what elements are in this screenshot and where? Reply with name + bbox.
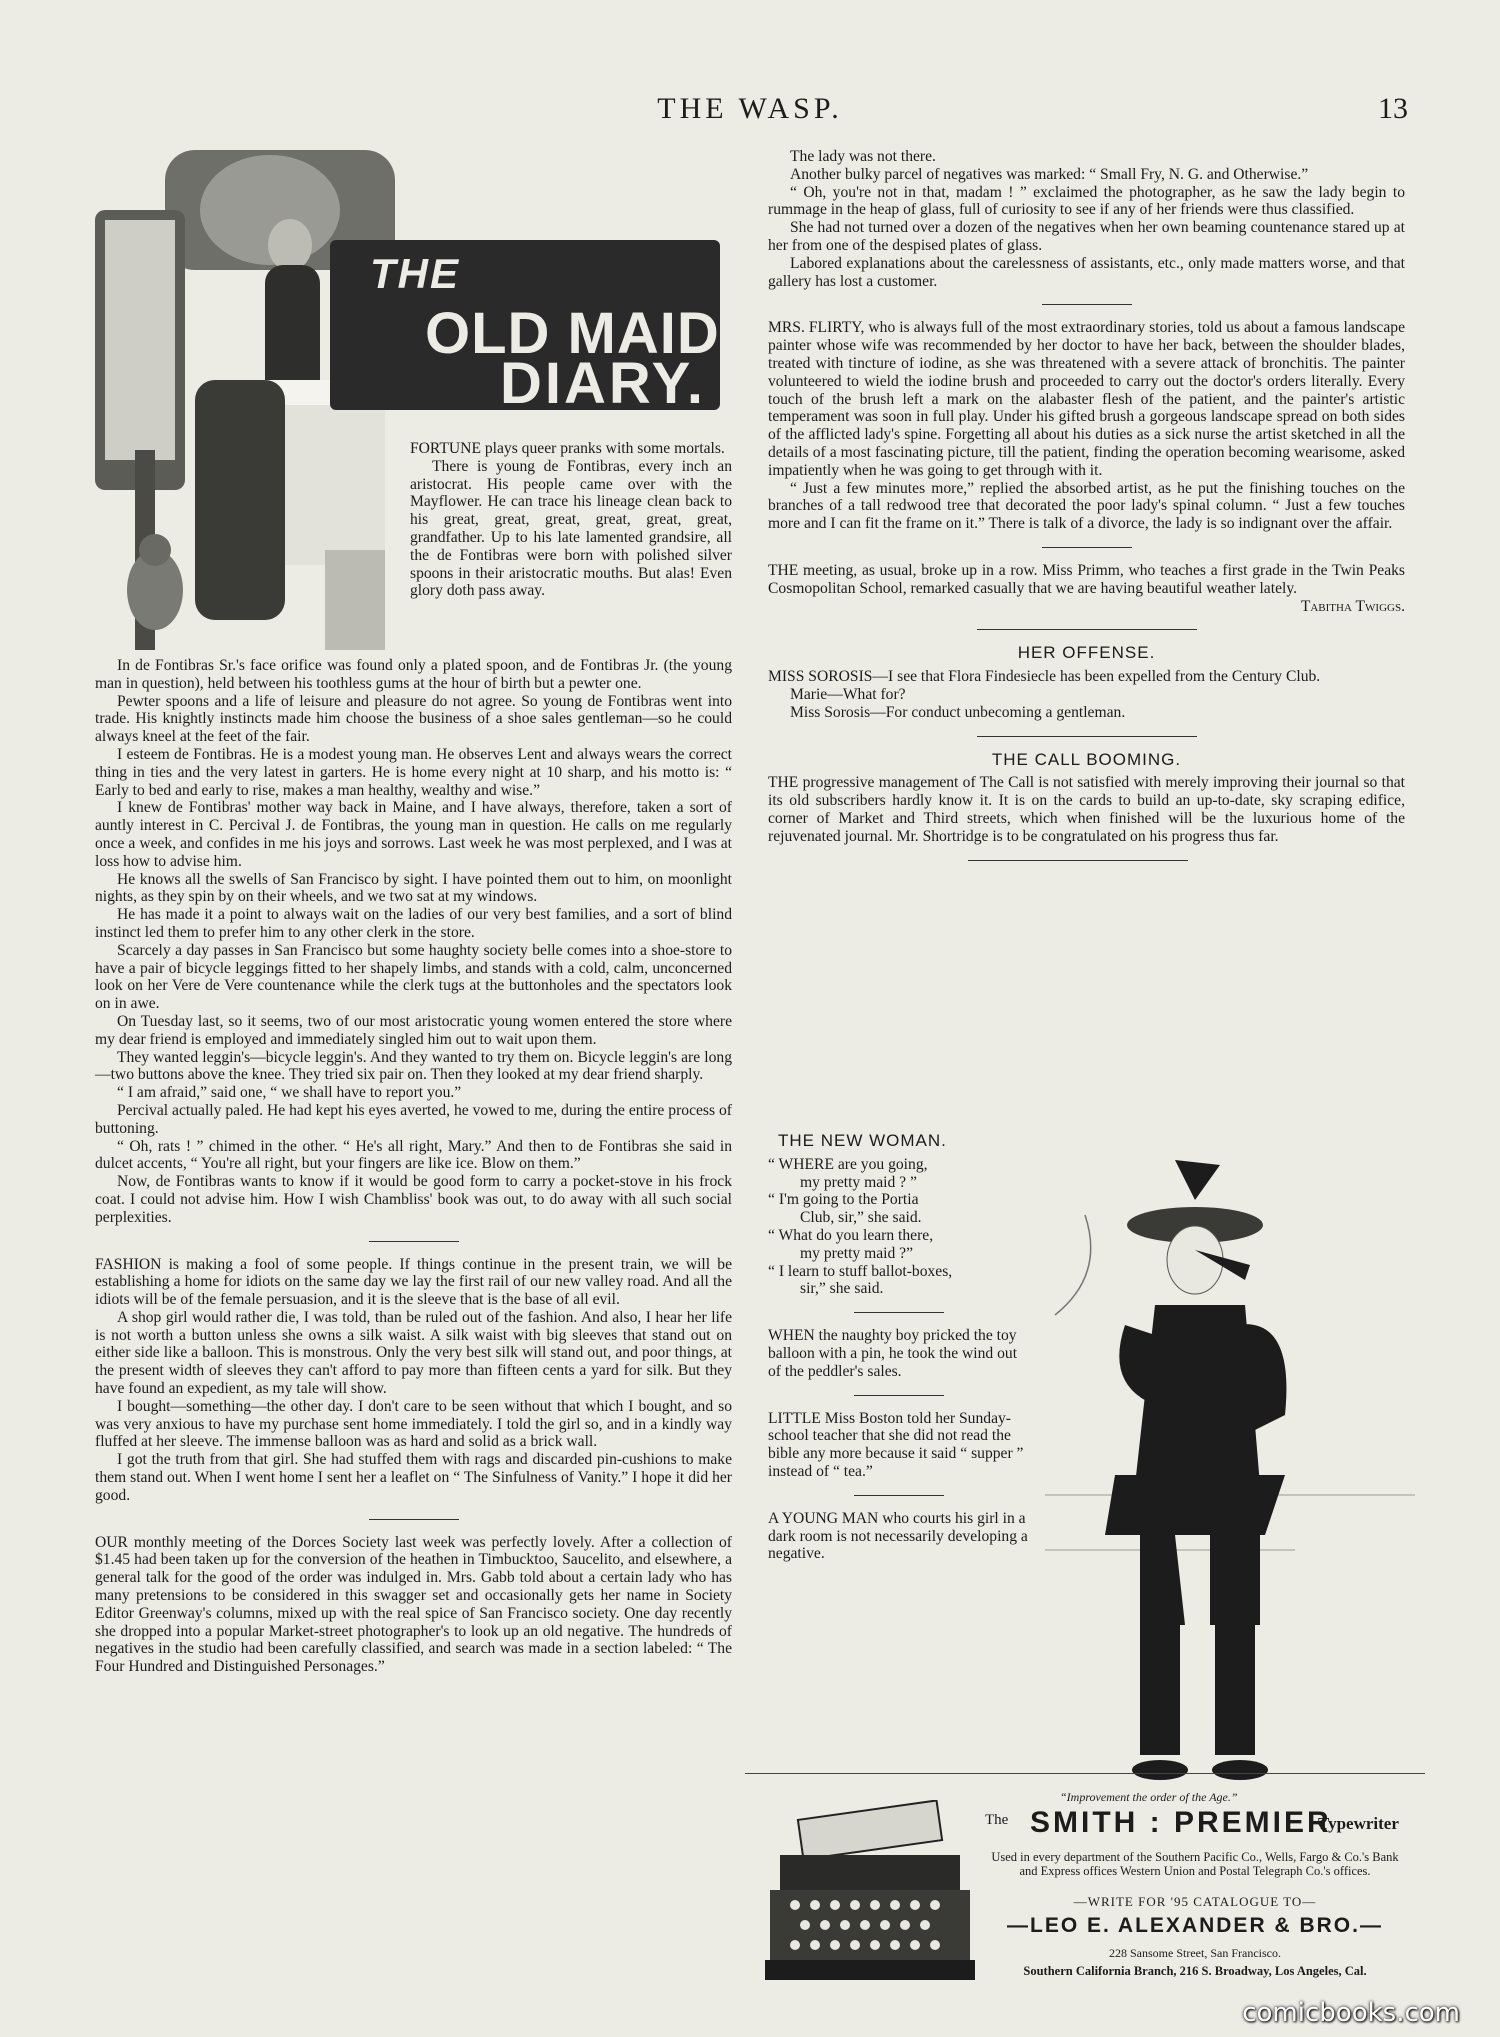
left-column xyxy=(95,657,732,1676)
fashion-paragraph: A shop girl would rather die, I was told, than be ruled out of the fashion. And also, I hear her life is not worth a button unless she owns a silk waist. A silk waist with big sleeves that stand out on either side like a balloon. This is monstrous. Only the very best silk will stand out, and poor things, at the present width of sleeves they can't afford to pay more than fifteen cents a yard for silk. But they have found an expedient, as my tale will show. xyxy=(95,1308,732,1398)
fashion-paragraph: I got the truth from that girl. She had stuffed them with rags and discarded pin-cushions to make them stand out. When I went home I sent her a leaflet on “ The Sinfulness of Vanity.” I hope it did her good. xyxy=(95,1451,732,1504)
new-woman-column xyxy=(768,1126,1030,1563)
feature-paragraph: Scarcely a day passes in San Francisco but some haughty society belle comes into a shoe-store to have a pair of bicycle leggings fitted to her shapely limbs, and stands with a cold, calm, unconcerned look on her Vere de Vere countenance while the clerk tugs at the buttonholes and the spectators look on in awe. xyxy=(95,941,732,1013)
ad-tagline: “Improvement the order of the Age.” xyxy=(1060,1790,1238,1804)
ad-branch-address: Southern California Branch, 216 S. Broadway, Los Angeles, Cal. xyxy=(1023,1964,1367,1978)
signature: Tabitha Twiggs. xyxy=(1300,597,1405,615)
watermark: comicbooks.com xyxy=(1242,1998,1460,2028)
section-divider xyxy=(854,1495,944,1496)
section-divider xyxy=(854,1395,944,1396)
poem-line: “ I learn to stuff ballot-boxes, xyxy=(768,1262,953,1280)
ad-write-line: —WRITE FOR '95 CATALOGUE TO— xyxy=(1073,1894,1317,1909)
ad-body: Used in every department of the Southern Pacific Co., Wells, Fargo & Co.'s Bank and Express offices Western Union and Postal Telegraph Co.'s offices. xyxy=(991,1850,1399,1878)
intro-paragraph-2: There is young de Fontibras, every inch an aristocrat. His people came over with the Mayflower. He can trace his lineage clean back to his great, great, great, great, great, great, grandfather. Up to his late lamented grandsire, all the de Fontibras were born with polished silver spoons in their aristocratic mouths. But alas! Even glory doth pass away. xyxy=(410,457,732,600)
feature-paragraph: Pewter spoons and a life of leisure and pleasure do not agree. So young de Fontibras went into trade. His knightly instincts made him choose the business of a shoe sales gentleman—so he could always kneel at the feet of the fair. xyxy=(95,692,732,746)
flirty-paragraph: “ Just a few minutes more,” replied the absorbed artist, as he put the finishing touches on the branches of a tall redwood tree that decorated the poor lady's spinal column. “ Just a few touches more and I can fit the frame on it.” There is talk of a divorce, the lady is so indignant over the affair. xyxy=(768,479,1405,533)
section-divider xyxy=(369,1519,459,1520)
feature-paragraph: “ I am afraid,” said one, “ we shall have to report you.” xyxy=(117,1084,462,1102)
feature-paragraph: In de Fontibras Sr.'s face orifice was found only a plated spoon, and de Fontibras Jr. (the young man in question), held between his toothless gums at the hour of birth but a pewter one. xyxy=(95,657,732,692)
poem-line: my pretty maid ? ” xyxy=(800,1173,917,1191)
ad-address: 228 Sansome Street, San Francisco. xyxy=(1109,1946,1281,1960)
continued-paragraph: The lady was not there. xyxy=(790,148,936,165)
meeting-paragraph: THE meeting, as usual, broke up in a row. Miss Primm, who teaches a first grade in the Twin Peaks Cosmopolitan School, remarked casually that we are having beautiful weather lately. xyxy=(768,561,1405,597)
boston-paragraph: LITTLE Miss Boston told her Sunday-school teacher that she did not read the bible any more because it said “ supper ” instead of “ tea.” xyxy=(768,1409,1024,1480)
poem-line: sir,” she said. xyxy=(800,1280,884,1298)
poem-line: “ What do you learn there, xyxy=(768,1226,934,1244)
feature-intro xyxy=(410,440,732,600)
feature-paragraph: Now, de Fontibras wants to know if it would be good form to carry a pocket-stove in his frock coat. I could not advise him. How I wish Chambliss' book was out, to do away with all such social perplexities. xyxy=(95,1173,732,1226)
title-art-diary: DIARY. xyxy=(500,351,706,416)
intro-paragraph-1: FORTUNE plays queer pranks with some mortals. xyxy=(410,440,725,457)
feature-paragraph: I esteem de Fontibras. He is a modest young man. He observes Lent and always wears the correct thing in ties and the very latest in garters. He is home every night at 10 sharp, and his motto is: “ Early to bed and early to rise, makes a man healthy, wealthy and wise.” xyxy=(95,745,732,799)
section-divider xyxy=(977,629,1197,630)
feature-paragraph: He knows all the swells of San Francisco by sight. I have pointed them out to him, on moonlight nights, as they spin by on their wheels, and we two sat at my windows. xyxy=(95,870,732,906)
her-offense-heading: HER OFFENSE. xyxy=(1017,643,1156,663)
feature-paragraph: I knew de Fontibras' mother way back in Maine, and I have always, therefore, taken a sort of auntly interest in C. Percival J. de Fontibras, the young man in question. He calls on me regularly once a week, and confides in me his joys and sorrows. Last week he was most perplexed, and I was at loss how to advise him. xyxy=(95,799,732,870)
feature-paragraph: He has made it a point to always wait on the ladies of our very best families, and a sort of blind instinct led them to prefer him to any other clerk in the store. xyxy=(95,906,732,941)
ad-brand-name: SMITH : PREMIER xyxy=(1030,1806,1332,1839)
poem-line: Club, sir,” she said. xyxy=(800,1209,922,1227)
offense-line: Miss Sorosis—For conduct unbecoming a gentleman. xyxy=(790,703,1126,721)
feature-paragraph: Percival actually paled. He had kept his eyes averted, he vowed to me, during the entire process of buttoning. xyxy=(95,1101,732,1137)
feature-paragraph: They wanted leggin's—bicycle leggin's. And they wanted to try them on. Bicycle leggin's are long—two buttons above the knee. They tried six pair on. Then they looked at my dear friend sharply. xyxy=(95,1048,732,1084)
offense-line: MISS SOROSIS—I see that Flora Findesiecle has been expelled from the Century Club. xyxy=(768,668,1321,686)
young-man-paragraph: A YOUNG MAN who courts his girl in a dark room is not necessarily developing a negative. xyxy=(768,1509,1028,1563)
continued-paragraph: “ Oh, you're not in that, madam ! ” exclaimed the photographer, as he saw the lady begin to rummage in the heap of glass, full of curiosity to see if any of her friends were thus classified. xyxy=(768,183,1405,219)
typewriter-illustration xyxy=(760,1800,980,1990)
fashion-paragraph: FASHION is making a fool of some people. If things continue in the present train, we will be establishing a home for idiots on the same day we lay the first rail of our new valley road. And all the idiots will be of the female persuasion, and it is the sleeve that is the base of all evil. xyxy=(95,1255,732,1309)
section-divider xyxy=(369,1241,459,1242)
continued-paragraph: Labored explanations about the carelessness of assistants, etc., only made matters worse, and that gallery has lost a customer. xyxy=(768,254,1405,290)
section-divider xyxy=(1042,547,1132,548)
boy-paragraph: WHEN the naughty boy pricked the toy balloon with a pin, he took the wind out of the peddler's sales. xyxy=(768,1327,1018,1380)
fashion-paragraph: I bought—something—the other day. I don't care to be seen without that which I bought, and so was very anxious to have my purchase sent home immediately. I told the girl so, and in a kindly way fluffed at her sleeve. The immense balloon was as hard and solid as a brick wall. xyxy=(95,1397,732,1451)
flirty-paragraph: MRS. FLIRTY, who is always full of the most extraordinary stories, told us about a famous landscape painter whose wife was recommended by her doctor to have her back, between the shoulder blades, treated with tincture of iodine, as she was threatened with a severe attack of bronchitis. The painter volunteered to wield the iodine brush and proceeded to carry out the doctor's orders literally. Every touch of the brush left a mark on the alabaster flesh of the patient, and the painter's artistic temperament was soon in full play. Under his gifted brush a gorgeous landscape spread on both sides of the afflicted lady's spine. Forgetting all about his duties as a sick nurse the artist sketched in all the details of a most fascinating picture, till the patient, finding the operation becoming wearisome, asked impatiently when he was going to get through with it. xyxy=(768,319,1405,479)
section-divider xyxy=(854,1312,944,1313)
ad-brand-the: The xyxy=(985,1812,1009,1828)
page-number: 13 xyxy=(1378,92,1408,125)
call-paragraph: THE progressive management of The Call is not satisfied with merely improving their journal so that its old subscribers hardly know it. It is on the cards to build an up-to-date, sky scraping edifice, corner of Market and Third streets, which when finished will be the luxurious home of the rejuvenated journal. Mr. Shortridge is to be congratulated on his progress thus far. xyxy=(768,774,1405,845)
running-head: THE WASP. xyxy=(657,92,843,125)
right-column xyxy=(768,148,1405,875)
section-divider xyxy=(1042,304,1132,305)
continued-paragraph: She had not turned over a dozen of the negatives when her own beaming countenance stared up at her from one of the despised plates of glass. xyxy=(768,219,1405,254)
continued-paragraph: Another bulky parcel of negatives was marked: “ Small Fry, N. G. and Otherwise.” xyxy=(790,165,1309,183)
feature-paragraph: On Tuesday last, so it seems, two of our most aristocratic young women entered the store where my dear friend is employed and immediately singled him out to wait upon them. xyxy=(95,1012,732,1048)
title-art-the: THE xyxy=(370,250,460,297)
feature-paragraph: “ Oh, rats ! ” chimed in the other. “ He's all right, Mary.” And then to de Fontibras she said in dulcet accents, “ You're all right, but your fingers are like ice. Blow on them.” xyxy=(95,1137,732,1173)
ad-rule xyxy=(745,1773,1425,1774)
dorces-paragraph: OUR monthly meeting of the Dorces Society last week was perfectly lovely. After a collection of $1.45 had been taken up for the conversion of the heathen in Timbucktoo, Saucelito, and elsewhere, a general talk for the good of the order was indulged in. Mrs. Gabb told about a certain lady who has many pretensions to be considered in this swagger set and occasionally gets her name in Society Editor Greenway's columns, mixed up with the real spice of San Francisco society. One day recently she dropped into a popular Market-street photographer's to look up an old negative. The hundreds of negatives in the studio had been carefully classified, and search was made in a section labeled: “ The Four Hundred and Distinguished Personages.” xyxy=(95,1533,732,1676)
poem-line: my pretty maid ?” xyxy=(800,1244,914,1262)
title-art-old-maids: OLD MAID'S xyxy=(425,301,775,366)
ad-firm-name: —LEO E. ALEXANDER & BRO.— xyxy=(1007,1914,1383,1937)
ad-brand-suffix: Typewriter xyxy=(1318,1814,1399,1833)
new-woman-illustration xyxy=(1045,1155,1415,1795)
section-divider xyxy=(968,860,1188,861)
call-booming-heading: THE CALL BOOMING. xyxy=(991,749,1182,769)
section-divider xyxy=(977,736,1197,737)
poem-line: “ WHERE are you going, xyxy=(768,1155,928,1173)
new-woman-heading: THE NEW WOMAN. xyxy=(778,1131,947,1150)
poem-line: “ I'm going to the Portia xyxy=(768,1191,919,1209)
offense-line: Marie—What for? xyxy=(790,685,906,703)
